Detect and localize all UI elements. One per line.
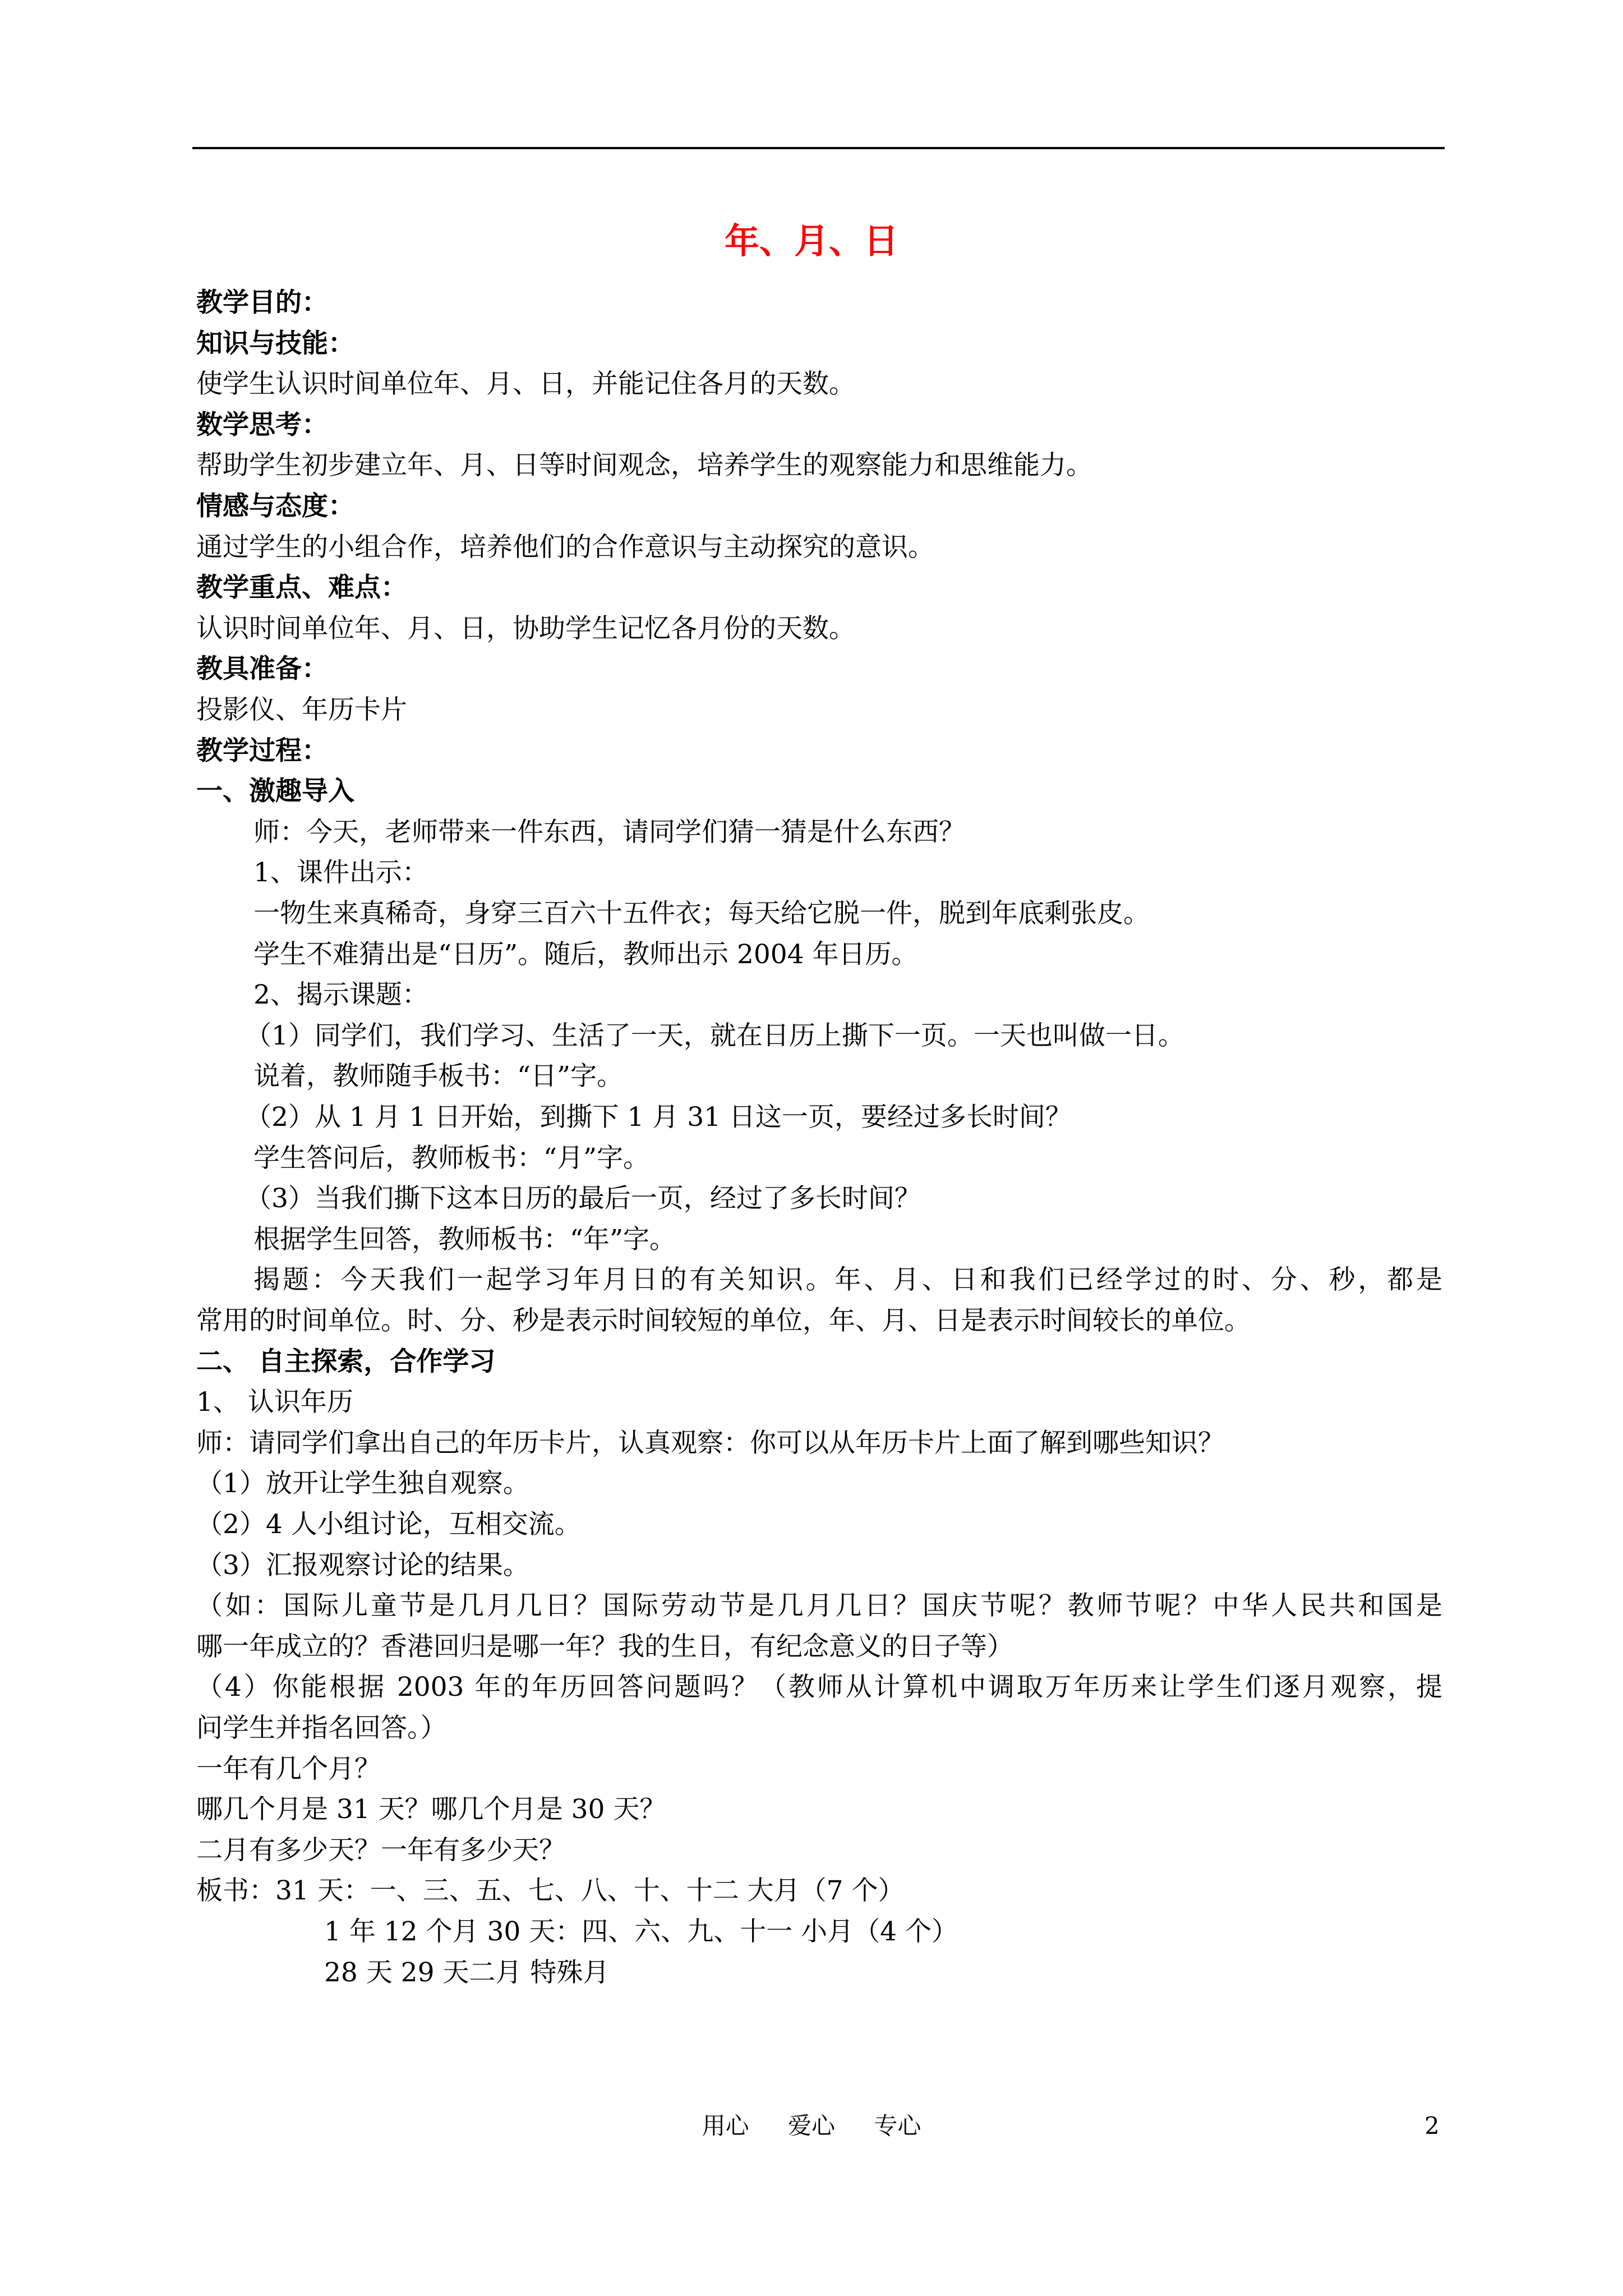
- section-heading: 教学目的：: [196, 287, 328, 318]
- section-heading: 数学思考：: [196, 409, 328, 440]
- footer-item: 用心: [702, 2112, 749, 2139]
- body-line: 二月有多少天？一年有多少天？: [196, 1835, 565, 1866]
- body-line: 1 年 12 个月 30 天：四、六、九、十一 小月（4 个）: [324, 1916, 958, 1947]
- body-line: 学生不难猜出是“日历”。随后，教师出示 2004 年日历。: [253, 939, 918, 970]
- body-line: 哪几个月是 31 天？哪几个月是 30 天？: [196, 1794, 666, 1825]
- body-line: （1）同学们，我们学习、生活了一天，就在日历上撕下一页。一天也叫做一日。: [245, 1020, 1184, 1051]
- section-heading: 一、激趣导入: [196, 776, 354, 807]
- body-line: 认识时间单位年、月、日，协助学生记忆各月份的天数。: [196, 613, 855, 644]
- body-line: 师：今天，老师带来一件东西，请同学们猜一猜是什么东西？: [253, 817, 965, 848]
- page-number: 2: [1424, 2112, 1440, 2139]
- body-line: 投影仪、年历卡片: [196, 694, 407, 725]
- body-line: 1、 认识年历: [196, 1387, 353, 1418]
- body-line: （1）放开让学生独自观察。: [196, 1468, 529, 1499]
- section-heading: 情感与态度：: [196, 491, 354, 522]
- body-line: （2）从 1 月 1 日开始，到撕下 1 月 31 日这一页，要经过多长时间？: [245, 1102, 1072, 1133]
- page-title: 年、月、日: [724, 220, 898, 261]
- section-heading: 知识与技能：: [196, 328, 354, 359]
- body-line: 哪一年成立的？香港回归是哪一年？我的生日，有纪念意义的日子等）: [196, 1631, 1013, 1662]
- body-line: 一物生来真稀奇，身穿三百六十五件衣；每天给它脱一件，脱到年底剩张皮。: [253, 898, 1150, 929]
- body-line: 揭题：今天我们一起学习年月日的有关知识。年、月、日和我们已经学过的时、分、秒，都是: [253, 1264, 1442, 1295]
- body-line: （4）你能根据 2003 年的年历回答问题吗？（教师从计算机中调取万年历来让学生们逐月观察，提: [196, 1672, 1442, 1703]
- body-line: （如：国际儿童节是几月几日？国际劳动节是几月几日？国庆节呢？教师节呢？中华人民共和国是: [196, 1590, 1442, 1621]
- body-line: 学生答问后，教师板书：“月”字。: [253, 1143, 650, 1174]
- section-heading: 教学重点、难点：: [196, 572, 407, 603]
- body-line: 28 天 29 天二月 特殊月: [324, 1957, 610, 1988]
- body-line: 板书：31 天：一、三、五、七、八、十、十二 大月（7 个）: [196, 1875, 905, 1906]
- body-line: 根据学生回答，教师板书：“年”字。: [253, 1224, 676, 1255]
- body-line: 说着，教师随手板书：“日”字。: [253, 1061, 624, 1092]
- body-line: 通过学生的小组合作，培养他们的合作意识与主动探究的意识。: [196, 532, 934, 563]
- body-line: 1、课件出示：: [253, 857, 428, 888]
- body-line: 一年有几个月？: [196, 1754, 381, 1784]
- body-line: 师：请同学们拿出自己的年历卡片，认真观察：你可以从年历卡片上面了解到哪些知识？: [196, 1428, 1224, 1458]
- header-rule: [192, 147, 1445, 149]
- body-line: 常用的时间单位。时、分、秒是表示时间较短的单位，年、月、日是表示时间较长的单位。: [196, 1305, 1251, 1336]
- body-line: （2）4 人小组讨论，互相交流。: [196, 1509, 581, 1540]
- body-line: 使学生认识时间单位年、月、日，并能记住各月的天数。: [196, 369, 855, 399]
- body-line: （3）汇报观察讨论的结果。: [196, 1550, 529, 1581]
- body-line: 问学生并指名回答。）: [196, 1713, 447, 1743]
- footer-item: 爱心: [787, 2112, 835, 2139]
- section-heading: 教具准备：: [196, 654, 328, 684]
- section-heading: 教学过程：: [196, 735, 328, 766]
- footer-item: 专心: [874, 2112, 921, 2139]
- footer: [0, 2109, 1623, 2143]
- body-line: （3）当我们撕下这本日历的最后一页，经过了多长时间？: [245, 1183, 921, 1214]
- section-heading: 二、 自主探索，合作学习: [196, 1346, 496, 1377]
- body-line: 帮助学生初步建立年、月、日等时间观念，培养学生的观察能力和思维能力。: [196, 450, 1092, 481]
- body-line: 2、揭示课题：: [253, 979, 428, 1010]
